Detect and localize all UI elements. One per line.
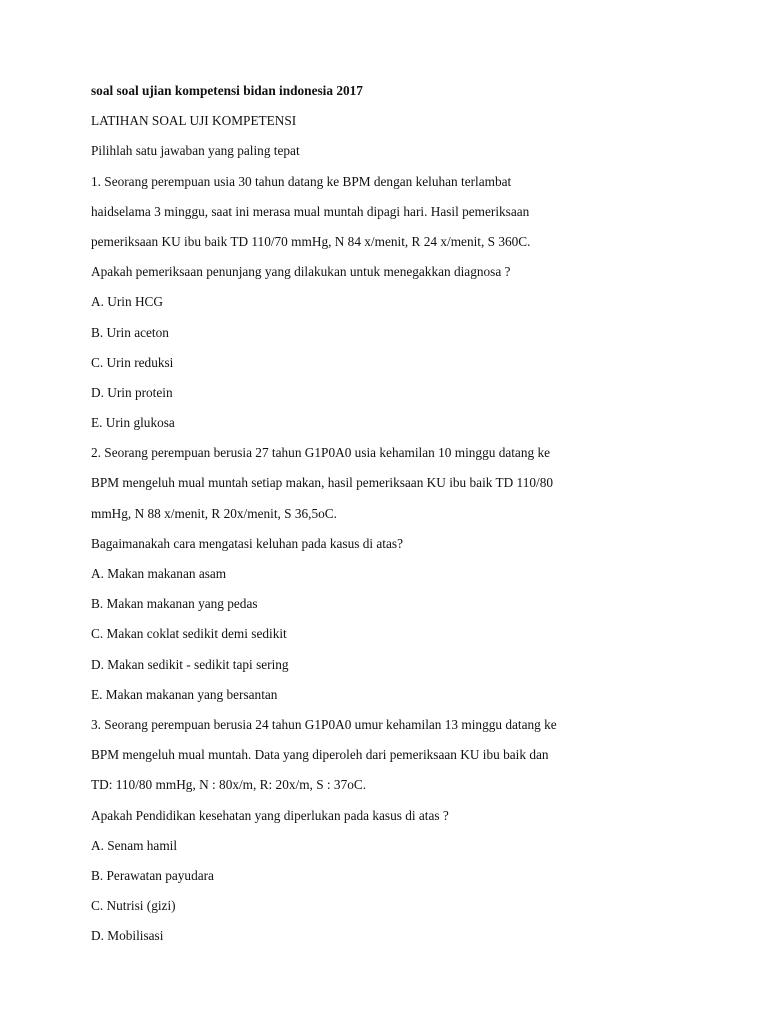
q1-text-line-1: 1. Seorang perempuan usia 30 tahun datang ke BPM dengan keluhan terlambat xyxy=(91,173,512,189)
document-page xyxy=(91,76,731,951)
q3-option-a: A. Senam hamil xyxy=(91,837,178,853)
q2-option-b: B. Makan makanan yang pedas xyxy=(91,596,258,612)
q2-option-e: E. Makan makanan yang bersantan xyxy=(91,686,278,702)
q2-question: Bagaimanakah cara mengatasi keluhan pada kasus di atas? xyxy=(91,535,403,551)
q1-text-line-2: haidselama 3 minggu, saat ini merasa mual muntah dipagi hari. Hasil pemeriksaan xyxy=(91,203,530,219)
q1-text-line-3: pemeriksaan KU ibu baik TD 110/70 mmHg, N 84 x/menit, R 24 x/menit, S 360C. xyxy=(91,233,531,249)
q2-text-line-2: BPM mengeluh mual muntah setiap makan, hasil pemeriksaan KU ibu baik TD 110/80 xyxy=(91,475,553,491)
section-heading: LATIHAN SOAL UJI KOMPETENSI xyxy=(91,113,297,129)
q2-option-d: D. Makan sedikit - sedikit tapi sering xyxy=(91,656,289,672)
q3-option-d: D. Mobilisasi xyxy=(91,928,164,944)
q1-option-d: D. Urin protein xyxy=(91,384,173,400)
q3-question: Apakah Pendidikan kesehatan yang diperlukan pada kasus di atas ? xyxy=(91,807,449,823)
q3-option-b: B. Perawatan payudara xyxy=(91,867,214,883)
q3-option-c: C. Nutrisi (gizi) xyxy=(91,898,176,914)
q2-option-c: C. Makan coklat sedikit demi sedikit xyxy=(91,626,287,642)
q2-option-a: A. Makan makanan asam xyxy=(91,566,227,581)
q1-option-e: E. Urin glukosa xyxy=(91,415,175,431)
q3-text-line-1: 3. Seorang perempuan berusia 24 tahun G1P0A0 umur kehamilan 13 minggu datang ke xyxy=(91,716,557,732)
q1-option-b: B. Urin aceton xyxy=(91,324,169,340)
q3-text-line-2: BPM mengeluh mual muntah. Data yang diperoleh dari pemeriksaan KU ibu baik dan xyxy=(91,747,549,763)
q3-text-line-3: TD: 110/80 mmHg, N : 80x/m, R: 20x/m, S : 37oC. xyxy=(91,777,367,793)
q1-question: Apakah pemeriksaan penunjang yang dilakukan untuk menegakkan diagnosa ? xyxy=(91,264,511,280)
q1-option-c: C. Urin reduksi xyxy=(91,354,174,370)
q1-option-a: A. Urin HCG xyxy=(91,294,164,310)
q2-text-line-3: mmHg, N 88 x/menit, R 20x/menit, S 36,5oC. xyxy=(91,505,337,521)
instruction-text: Pilihlah satu jawaban yang paling tepat xyxy=(91,143,300,159)
document-title: soal soal ujian kompetensi bidan indonesia 2017 xyxy=(91,83,363,98)
q2-text-line-1: 2. Seorang perempuan berusia 27 tahun G1P0A0 usia kehamilan 10 minggu datang ke xyxy=(91,445,551,461)
